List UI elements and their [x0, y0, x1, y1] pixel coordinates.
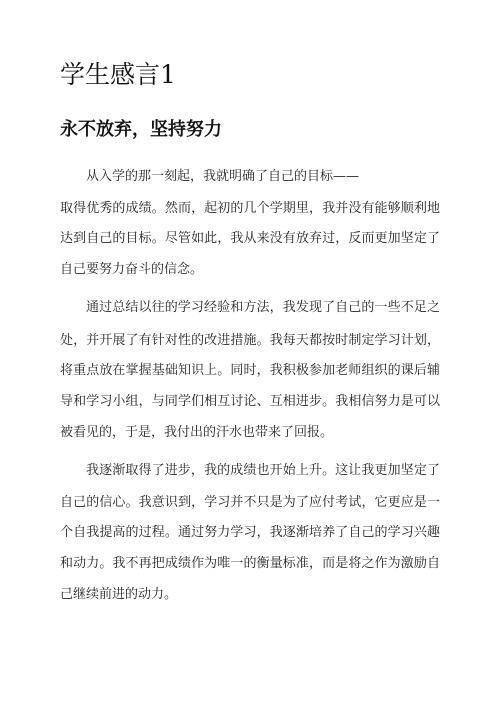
- paragraph-1-line-4: 自己要努力奋斗的信念。: [60, 262, 204, 277]
- section-heading: 永不放弃，坚持努力: [60, 119, 222, 140]
- paragraph-1-line-3: 达到自己的目标。尽管如此，我从来没有放弃过，反而更加坚定了: [60, 231, 440, 246]
- paragraph-2-line-5: 被看见的，于是，我付出的汗水也带来了回报。: [60, 425, 334, 440]
- paragraph-3-line-4: 和动力。我不再把成绩作为唯一的衡量标准，而是将之作为激励自: [60, 556, 440, 571]
- paragraph-2-line-3: 将重点放在掌握基础知识上。同时，我积极参加老师组织的课后辅: [60, 363, 440, 378]
- page-title: 学生感言1: [60, 60, 176, 89]
- paragraph-3-line-3: 个自我提高的过程。通过努力学习，我逐渐培养了自己的学习兴趣: [60, 525, 440, 540]
- paragraph-3-line-1: 我逐渐取得了进步，我的成绩也开始上升。这让我更加坚定了: [86, 463, 440, 478]
- paragraph-1-line-2: 取得优秀的成绩。然而，起初的几个学期里，我并没有能够顺利地: [60, 201, 440, 216]
- paragraph-2-line-1: 通过总结以往的学习经验和方法，我发现了自己的一些不足之: [86, 300, 440, 315]
- paragraph-3-line-2: 自己的信心。我意识到，学习并不只是为了应付考试，它更应是一: [60, 495, 440, 510]
- paragraph-2-line-2: 处，并开展了有针对性的改进措施。我每天都按时制定学习计划，: [60, 333, 440, 348]
- paragraph-2-line-4: 导和学习小组，与同学们相互讨论、互相进步。我相信努力是可以: [60, 394, 440, 409]
- paragraph-1-line-1: 从入学的那一刻起，我就明确了自己的目标——: [86, 169, 360, 184]
- paragraph-3-line-5: 己继续前进的动力。: [60, 587, 178, 602]
